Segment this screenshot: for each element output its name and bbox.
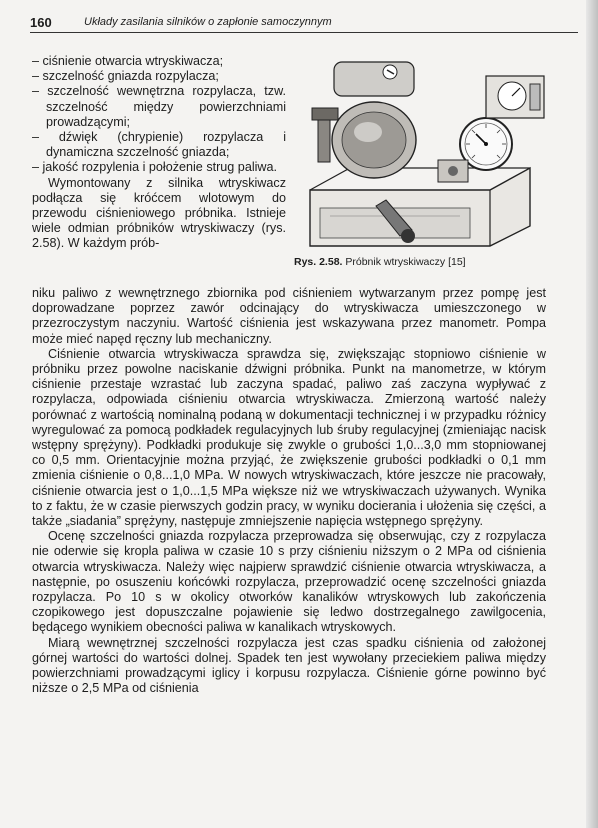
list-item: – jakość rozpylenia i położenie strug paliwa. xyxy=(32,160,278,175)
paragraph-1-start: Wymontowany z silnika wtryskiwacz podłącza się króćcem wlotowym do przewodu ciśnieniowego próbnika. Istnieje wiele odmian próbników wtryskiwaczy (rys. 2.58). W każdym prób- xyxy=(32,175,286,251)
injector-tester-illustration xyxy=(290,40,552,252)
paragraph-4: Miarą wewnętrznej szczelności rozpylacza jest czas spadku ciśnienia od założonej górnej wartości do wartości dolnej. Spadek ten jest wywołany przeciekiem paliwa między powierzchniami prowadzącymi iglicy i korpusu rozpylacza. Ciśnienie górne powinno być niższe o 2,5 MPa od ciśnienia xyxy=(32,635,546,696)
running-title: Układy zasilania silników o zapłonie samoczynnym xyxy=(84,16,332,28)
left-column-text xyxy=(32,54,286,252)
list-item: – dźwięk (chrypienie) rozpylacza i dynamiczna szczelność gniazda; xyxy=(32,130,286,160)
figure-label: Rys. 2.58. xyxy=(294,256,343,268)
list-item: – szczelność wewnętrzna rozpylacza, tzw. szczelność między powierzchniami prowadzącymi; xyxy=(32,84,286,129)
page-number: 160 xyxy=(30,15,52,30)
figure-caption-text: Próbnik wtryskiwaczy [15] xyxy=(345,256,466,268)
page-header xyxy=(30,14,578,33)
paragraph-3: Ocenę szczelności gniazda rozpylacza przeprowadza się obserwując, czy z rozpylacza nie oderwie się kropla paliwa w czasie 10 s przy ciśnieniu niższym o 2 MPa od ciśnienia otwarcia wtryskiwacza. Należy więc najpierw sprawdzić ciśnienie otwarcia wtryskiwacza, a następnie, po osuszeniu końcówki rozpylacza, przeprowadzić ocenę szczelności gniazda rozpylacza. Po 10 s w okolicy otworków kanalików wtryskowych lub zakończenia czopikowego jest dopuszczalne pojawienie się ledwo dostrzegalnego zawilgocenia, będącego wynikiem obecności paliwa w kanalikach wtryskowych. xyxy=(32,529,546,635)
figure-caption xyxy=(294,256,554,268)
page-edge-shadow xyxy=(586,0,598,828)
paragraph-1-continuation: niku paliwo z wewnętrznego zbiornika pod ciśnieniem wytwarzanym przez pompę jest doprowadzane poprzez zawór odcinający do wtryskiwacza umieszczonego w przezroczystym naczyniu. Wartość ciśnienia jest wskazywana przez manometr. Pompa może mieć napęd ręczny lub mechaniczny. xyxy=(32,286,546,346)
paragraph-2: Ciśnienie otwarcia wtryskiwacza sprawdza się, zwiększając stopniowo ciśnienie w próbniku przez powolne naciskanie dźwigni próbnika. Punkt na manometrze, w którym ciśnienie przestaje wzrastać lub zaczyna spadać, paliwo zaś zaczyna wypływać z rozpylacza, odpowiada ciśnieniu otwarcia wtryskiwacza. Zmierzoną wartość należy porównać z wartością nominalną podaną w dokumentacji technicznej i w przypadku różnicy wyregulować za pomocą podkładek regulacyjnych lub śruby regulacyjnej (zmieniając nacisk wstępny sprężyny). Podkładki produkuje się zwykle o grubości 1,0...3,0 mm stopniowanej co 0,5 mm. Orientacyjnie można przyjąć, że zwiększenie grubości podkładki o 0,1 mm zmienia ciśnienie o 0,8...1,0 MPa. W nowych wtryskiwaczach, które jeszcze nie pracowały, ciśnienie otwarcia jest o 1,0...1,5 MPa większe niż we wtryskiwaczach używanych. Wynika to z faktu, że w czasie pierwszych godzin pracy, w wyniku docierania i ułożenia się części, a także „siadania” sprężyny, następuje zmniejszenie napięcia wstępnego sprężyny. xyxy=(32,346,546,529)
list-item: – ciśnienie otwarcia wtryskiwacza; xyxy=(32,54,224,68)
list-item: – szczelność gniazda rozpylacza; xyxy=(32,69,219,84)
full-width-text xyxy=(32,286,546,696)
